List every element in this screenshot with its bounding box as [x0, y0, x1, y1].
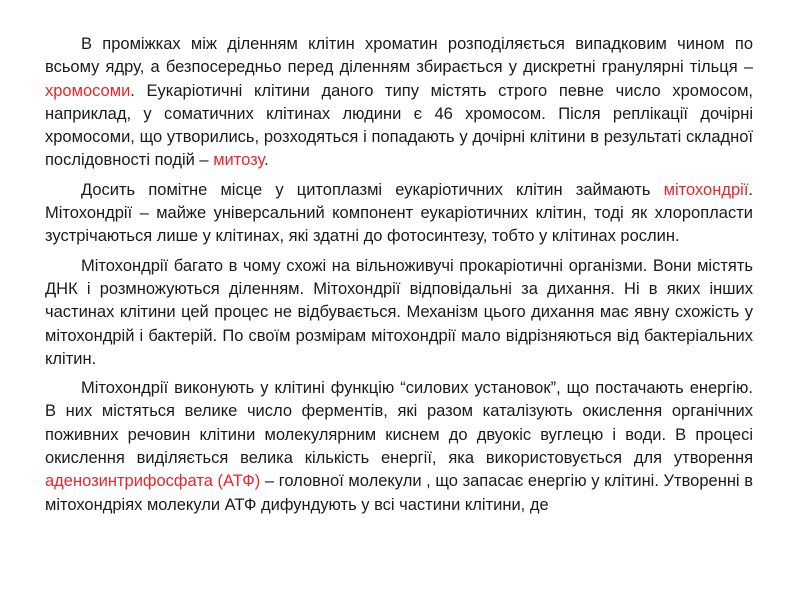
term-atp: аденозинтрифосфата (АТФ): [45, 472, 261, 491]
term-mitosis: митозу: [213, 151, 265, 170]
paragraph-mitochondria-intro: [45, 179, 753, 249]
term-mitochondria: мітохондрії: [663, 180, 749, 199]
text-run: В проміжках між діленням клітин хроматин розподіляється випадковим чином по всьому ядру, а безпосередньо перед діленням збирається у дискретні гранулярні тільця –: [45, 35, 753, 77]
document-text: [45, 33, 753, 523]
text-run: . Мітохондрії – майже універсальний компонент еукаріотичних клітин, тоді як хлоропласти зустрічаються лише у клітинах, які здатні до фотосинтезу, тобто у клітинах рослин.: [45, 180, 753, 246]
paragraph-mitochondria-energy: [45, 377, 753, 517]
text-run: Досить помітне місце у цитоплазмі еукаріотичних клітин займають: [81, 180, 664, 199]
text-run: – головної молекули , що запасає енергію у клітині. Утворенні в мітохондріях молекули АТФ дифундують у всі частини клітини, де: [45, 472, 753, 514]
paragraph-chromosomes: [45, 33, 753, 173]
paragraph-mitochondria-prokaryotes: [45, 255, 753, 371]
text-run: .: [264, 151, 269, 170]
text-run: Мітохондрії багато в чому схожі на вільноживучі прокаріотичні організми. Вони містять ДНК і розмножуються діленням. Мітохондрії відповідальні за дихання. Ні в яких інших частинах клітини цей процес не відбувається. Механізм цього дихання має явну схожість у мітохондрій і бактерій. По своїм розмірам мітохондрії мало відрізняються від бактеріальних клітин.: [45, 256, 753, 368]
text-run: . Еукаріотичні клітини даного типу містять строго певне число хромосом, наприклад, у соматичних клітинах людини є 46 хромосом. Після реплікації дочірні хромосоми, що утворились, розходяться і попадають у дочірні клітини в результаті складної послідовності подій –: [45, 81, 753, 170]
term-chromosomes: хромосоми: [45, 81, 131, 100]
text-run: Мітохондрії виконують у клітині функцію “силових установок”, що постачають енергію. В них містяться велике число ферментів, які разом каталізують окислення органічних поживних речовин клітини молекулярним киснем до двуокіс вуглецю і води. В процесі окислення виділяється велика кількість енергії, яка використовується для утворення: [45, 379, 753, 468]
